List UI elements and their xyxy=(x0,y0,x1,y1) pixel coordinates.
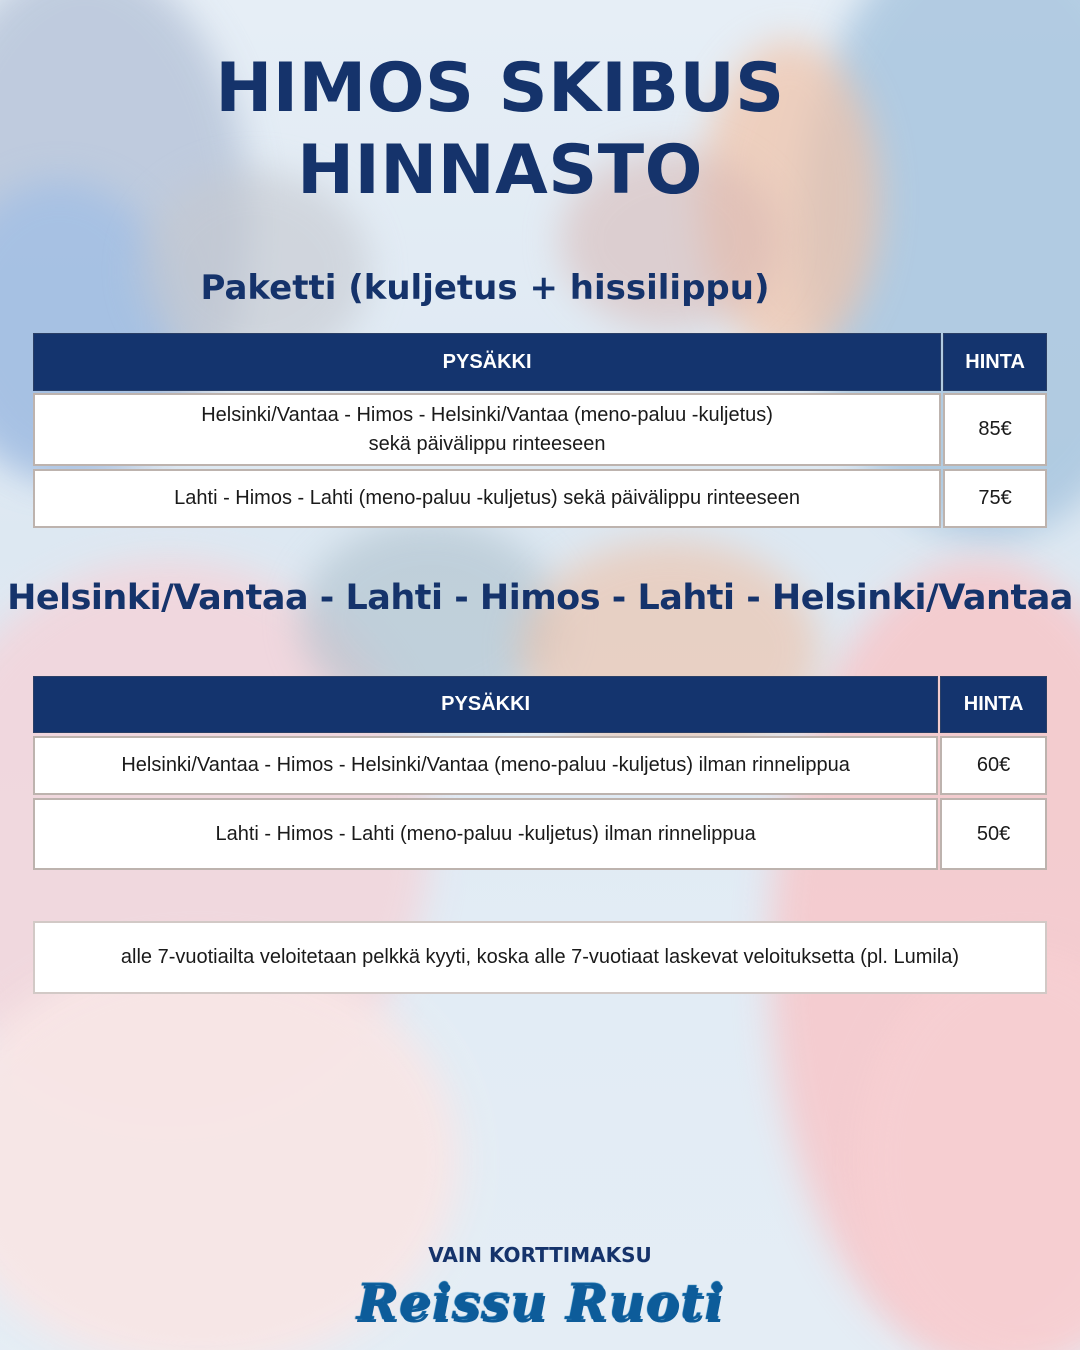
price-cell: 50€ xyxy=(940,798,1047,870)
children-pricing-note: alle 7-vuotiailta veloitetaan pelkkä kyyti, koska alle 7-vuotiaat laskevat veloituksetta (pl. Lumila) xyxy=(33,921,1047,994)
stop-cell: Lahti - Himos - Lahti (meno-paluu -kuljetus) ilman rinnelippua xyxy=(33,798,938,870)
payment-method-text: VAIN KORTTIMAKSU xyxy=(428,1243,652,1267)
table-row xyxy=(33,469,1047,528)
transport-price-table xyxy=(33,676,1047,870)
page-title xyxy=(0,48,1000,212)
stop-cell: Lahti - Himos - Lahti (meno-paluu -kuljetus) sekä päivälippu rinteeseen xyxy=(33,469,941,528)
column-header-stop: PYSÄKKI xyxy=(33,676,938,733)
package-price-table xyxy=(33,333,1047,528)
price-cell: 85€ xyxy=(943,393,1047,466)
table-row xyxy=(33,798,1047,870)
table-header-row xyxy=(33,333,1047,391)
price-cell: 75€ xyxy=(943,469,1047,528)
stop-cell xyxy=(33,393,941,466)
column-header-price: HINTA xyxy=(943,333,1047,391)
table-row xyxy=(33,736,1047,795)
title-line-1: HIMOS SKIBUS xyxy=(215,49,785,128)
price-cell: 60€ xyxy=(940,736,1047,795)
stop-text-line-1: Helsinki/Vantaa - Himos - Helsinki/Vantaa (meno-paluu -kuljetus) xyxy=(201,403,773,426)
brand-logo xyxy=(0,1272,1080,1331)
section-heading-route: Helsinki/Vantaa - Lahti - Himos - Lahti - Helsinki/Vantaa xyxy=(7,578,1073,618)
column-header-price: HINTA xyxy=(940,676,1047,733)
table-header-row xyxy=(33,676,1047,733)
stop-text-line-2: sekä päivälippu rinteeseen xyxy=(368,432,606,455)
stop-cell: Helsinki/Vantaa - Himos - Helsinki/Vantaa (meno-paluu -kuljetus) ilman rinnelippua xyxy=(33,736,938,795)
title-line-2: HINNASTO xyxy=(297,131,703,210)
column-header-stop: PYSÄKKI xyxy=(33,333,941,391)
table-row xyxy=(33,393,1047,466)
section-heading-package: Paketti (kuljetus + hissilippu) xyxy=(200,268,770,308)
brand-logo-text: Reissu Ruoti xyxy=(356,1272,724,1331)
